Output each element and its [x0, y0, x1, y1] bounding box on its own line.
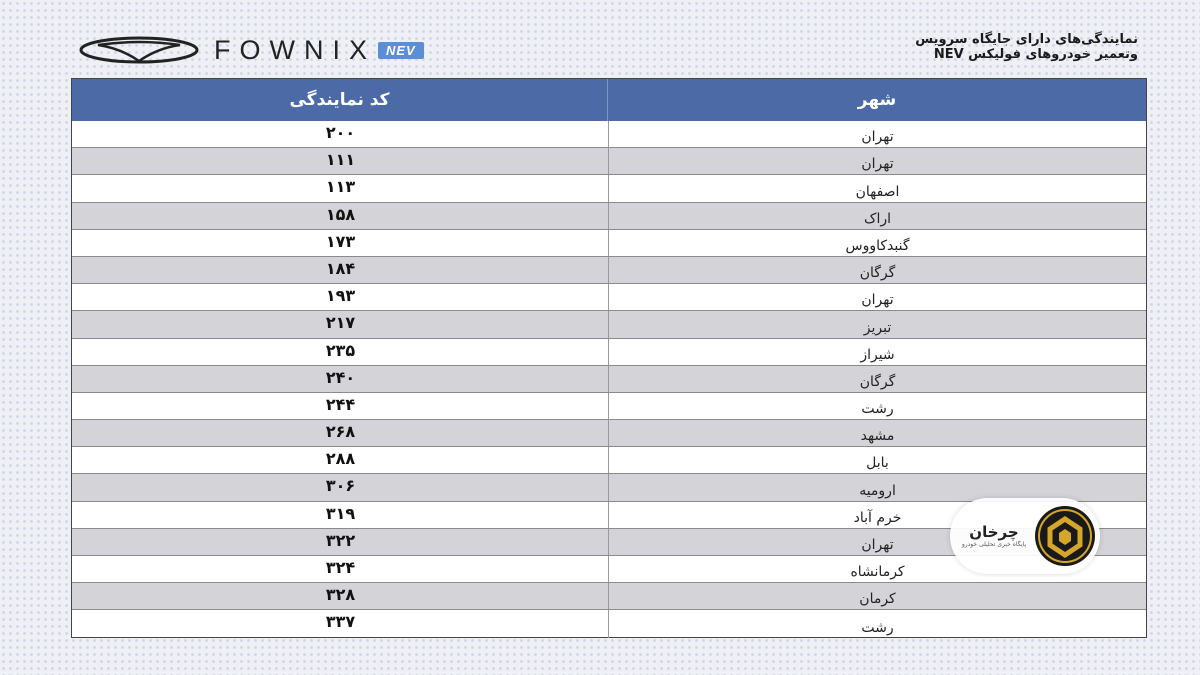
- dealer-code-cell: ۲۰۰: [325, 123, 356, 142]
- city-cell: خرم آباد: [608, 502, 1146, 528]
- table-row: [72, 393, 1146, 420]
- city-cell: شیراز: [608, 339, 1146, 365]
- city-cell: گرگان: [608, 366, 1146, 392]
- brand-header: [78, 33, 424, 67]
- table-row: [72, 230, 1146, 257]
- city-cell: رشت: [608, 393, 1146, 419]
- city-cell: تهران: [608, 121, 1146, 147]
- city-cell: رشت: [608, 610, 1146, 637]
- column-header-city: شهر: [607, 79, 1146, 121]
- column-header-code: کد نمایندگی: [289, 90, 390, 110]
- table-row: [72, 447, 1146, 474]
- charkhan-logo-icon: [1034, 505, 1096, 567]
- city-cell: کرمانشاه: [608, 556, 1146, 582]
- city-cell: اصفهان: [608, 175, 1146, 201]
- watermark-subtitle: پایگاه خبری تحلیلی خودرو: [961, 541, 1027, 548]
- title-line-2: وتعمیر خودروهای فولیکس NEV: [933, 47, 1138, 62]
- watermark-title: چرخان: [969, 523, 1019, 541]
- table-row: [72, 583, 1146, 610]
- dealer-code-cell: ۳۲۲: [325, 530, 356, 550]
- table-row: [72, 366, 1146, 393]
- city-cell: کرمان: [608, 583, 1146, 609]
- city-cell: تهران: [608, 284, 1146, 310]
- nev-badge: NEV: [378, 42, 424, 59]
- dealer-code-cell: ۱۵۸: [325, 204, 356, 224]
- table-row: [72, 610, 1146, 637]
- city-cell: بابل: [608, 447, 1146, 473]
- city-cell: تهران: [608, 529, 1146, 555]
- dealer-code-cell: ۱۱۱: [325, 150, 356, 170]
- city-cell: ارومیه: [608, 474, 1146, 500]
- brand-name: FOWNIX: [214, 34, 376, 65]
- city-cell: مشهد: [608, 420, 1146, 446]
- dealer-code-cell: ۲۸۸: [325, 449, 356, 469]
- dealer-code-cell: ۱۷۳: [325, 231, 356, 251]
- table-row: [72, 339, 1146, 366]
- dealer-code-cell: ۲۶۸: [325, 422, 356, 442]
- page-title: [718, 32, 1138, 62]
- dealer-code-cell: ۳۰۶: [325, 476, 356, 496]
- city-cell: اراک: [608, 203, 1146, 229]
- table-row: [72, 175, 1146, 202]
- dealer-code-cell: ۲۴۰: [325, 367, 356, 387]
- dealer-code-cell: ۳۱۹: [325, 503, 356, 523]
- table-row: [72, 148, 1146, 175]
- table-row: [72, 420, 1146, 447]
- table-header: [72, 79, 1146, 121]
- table-row: [72, 121, 1146, 148]
- table-row: [72, 257, 1146, 284]
- title-line-1: نمایندگی‌های دارای جایگاه سرویس: [915, 32, 1138, 47]
- dealer-code-cell: ۳۲۸: [325, 585, 356, 605]
- table-row: [72, 284, 1146, 311]
- table-row: [72, 203, 1146, 230]
- dealer-code-cell: ۲۱۷: [325, 313, 356, 333]
- dealer-code-cell: ۲۴۴: [325, 394, 356, 414]
- dealer-code-cell: ۱۹۳: [325, 286, 356, 306]
- city-cell: گنبدکاووس: [608, 230, 1146, 256]
- city-cell: تهران: [608, 148, 1146, 174]
- dealer-code-cell: ۳۳۷: [325, 612, 356, 632]
- city-cell: گرگان: [608, 257, 1146, 283]
- dealer-code-cell: ۳۲۴: [325, 558, 356, 577]
- dealer-code-cell: ۱۱۳: [325, 177, 356, 197]
- fownix-logo-icon: [78, 35, 200, 65]
- dealer-code-cell: ۱۸۴: [325, 258, 356, 278]
- dealer-code-cell: ۲۳۵: [325, 340, 356, 360]
- city-cell: تبریز: [608, 311, 1146, 337]
- table-row: [72, 311, 1146, 338]
- charkhan-watermark: [950, 498, 1100, 574]
